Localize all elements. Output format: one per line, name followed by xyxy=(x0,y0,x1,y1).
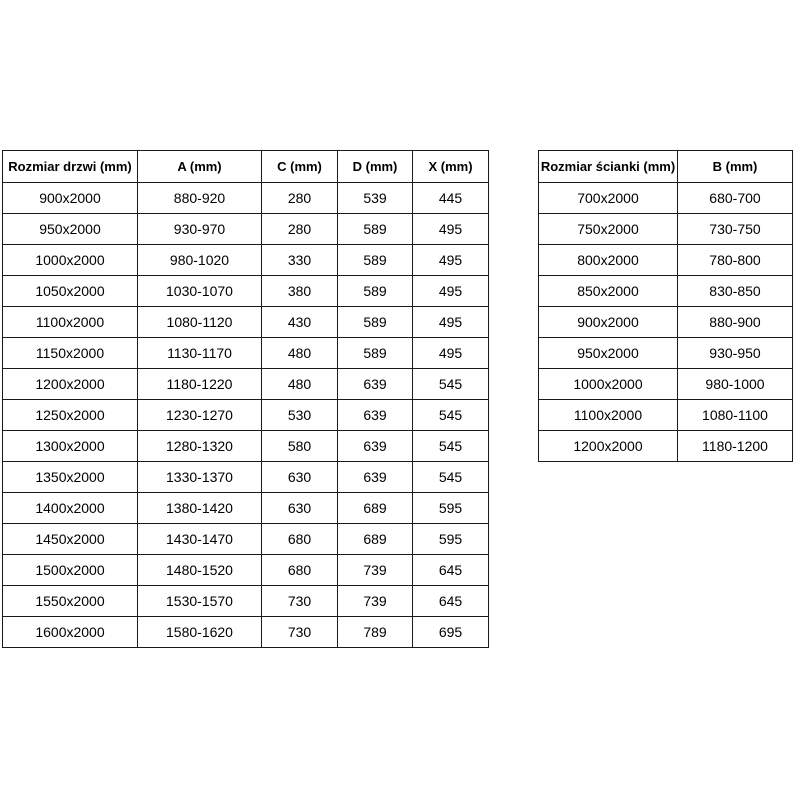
table-cell: 700x2000 xyxy=(539,183,678,214)
table-row xyxy=(3,431,489,462)
table-cell: 280 xyxy=(262,183,338,214)
table-cell: 1130-1170 xyxy=(138,338,262,369)
table-cell: 1230-1270 xyxy=(138,400,262,431)
table-cell: 850x2000 xyxy=(539,276,678,307)
table-cell: 330 xyxy=(262,245,338,276)
table-cell: 1180-1220 xyxy=(138,369,262,400)
table-cell: 730 xyxy=(262,586,338,617)
table-cell: 1180-1200 xyxy=(678,431,793,462)
table-cell: 1580-1620 xyxy=(138,617,262,648)
table-cell: 1280-1320 xyxy=(138,431,262,462)
table-cell: 630 xyxy=(262,462,338,493)
table-cell: 900x2000 xyxy=(539,307,678,338)
table-row xyxy=(3,617,489,648)
table-cell: 545 xyxy=(413,369,489,400)
table-cell: 1200x2000 xyxy=(3,369,138,400)
table-cell: 495 xyxy=(413,276,489,307)
table-cell: 1530-1570 xyxy=(138,586,262,617)
table-row xyxy=(539,183,793,214)
table-row xyxy=(3,183,489,214)
column-header: B (mm) xyxy=(678,151,793,183)
table-cell: 1480-1520 xyxy=(138,555,262,586)
table-cell: 1430-1470 xyxy=(138,524,262,555)
table-cell: 589 xyxy=(338,245,413,276)
table-cell: 689 xyxy=(338,524,413,555)
table-row xyxy=(3,493,489,524)
table-cell: 1600x2000 xyxy=(3,617,138,648)
table-cell: 739 xyxy=(338,586,413,617)
table-cell: 430 xyxy=(262,307,338,338)
table-row xyxy=(539,431,793,462)
table-cell: 980-1000 xyxy=(678,369,793,400)
table-cell: 495 xyxy=(413,307,489,338)
table-row xyxy=(3,586,489,617)
table-cell: 1450x2000 xyxy=(3,524,138,555)
table-cell: 480 xyxy=(262,369,338,400)
table-cell: 445 xyxy=(413,183,489,214)
table-cell: 589 xyxy=(338,276,413,307)
door-sizes-table xyxy=(2,150,489,648)
table-cell: 545 xyxy=(413,400,489,431)
table-row xyxy=(539,400,793,431)
table-cell: 1100x2000 xyxy=(539,400,678,431)
table-cell: 750x2000 xyxy=(539,214,678,245)
table-row xyxy=(539,214,793,245)
table-cell: 589 xyxy=(338,307,413,338)
table-cell: 1050x2000 xyxy=(3,276,138,307)
column-header: Rozmiar drzwi (mm) xyxy=(3,151,138,183)
table-row xyxy=(539,369,793,400)
table-cell: 695 xyxy=(413,617,489,648)
table-cell: 930-950 xyxy=(678,338,793,369)
table-cell: 539 xyxy=(338,183,413,214)
table-cell: 730 xyxy=(262,617,338,648)
column-header: X (mm) xyxy=(413,151,489,183)
table-cell: 730-750 xyxy=(678,214,793,245)
table-cell: 495 xyxy=(413,214,489,245)
table-row xyxy=(3,555,489,586)
table-cell: 280 xyxy=(262,214,338,245)
table-cell: 1030-1070 xyxy=(138,276,262,307)
table-cell: 639 xyxy=(338,431,413,462)
table-cell: 1250x2000 xyxy=(3,400,138,431)
table-row xyxy=(3,369,489,400)
table-row xyxy=(539,245,793,276)
table-cell: 1200x2000 xyxy=(539,431,678,462)
table-cell: 630 xyxy=(262,493,338,524)
table-row xyxy=(539,307,793,338)
table-row xyxy=(3,276,489,307)
table-cell: 495 xyxy=(413,338,489,369)
column-header: A (mm) xyxy=(138,151,262,183)
table-cell: 1000x2000 xyxy=(539,369,678,400)
table-cell: 739 xyxy=(338,555,413,586)
table-cell: 950x2000 xyxy=(3,214,138,245)
table-cell: 689 xyxy=(338,493,413,524)
table-cell: 1080-1100 xyxy=(678,400,793,431)
table-cell: 1100x2000 xyxy=(3,307,138,338)
table-cell: 530 xyxy=(262,400,338,431)
column-header: Rozmiar ścianki (mm) xyxy=(539,151,678,183)
table-cell: 580 xyxy=(262,431,338,462)
table-cell: 1350x2000 xyxy=(3,462,138,493)
wall-table-header-row xyxy=(539,151,793,183)
table-cell: 780-800 xyxy=(678,245,793,276)
table-cell: 680-700 xyxy=(678,183,793,214)
table-cell: 1000x2000 xyxy=(3,245,138,276)
table-cell: 830-850 xyxy=(678,276,793,307)
table-cell: 880-920 xyxy=(138,183,262,214)
table-row xyxy=(3,338,489,369)
table-cell: 800x2000 xyxy=(539,245,678,276)
table-row xyxy=(3,524,489,555)
table-cell: 1080-1120 xyxy=(138,307,262,338)
table-cell: 639 xyxy=(338,462,413,493)
table-cell: 930-970 xyxy=(138,214,262,245)
table-cell: 1300x2000 xyxy=(3,431,138,462)
table-row xyxy=(3,245,489,276)
column-header: D (mm) xyxy=(338,151,413,183)
table-cell: 545 xyxy=(413,431,489,462)
table-cell: 545 xyxy=(413,462,489,493)
table-cell: 589 xyxy=(338,214,413,245)
table-cell: 680 xyxy=(262,555,338,586)
table-cell: 639 xyxy=(338,369,413,400)
table-cell: 789 xyxy=(338,617,413,648)
door-table-header-row xyxy=(3,151,489,183)
table-cell: 680 xyxy=(262,524,338,555)
table-cell: 1330-1370 xyxy=(138,462,262,493)
table-cell: 595 xyxy=(413,493,489,524)
table-cell: 495 xyxy=(413,245,489,276)
table-cell: 1550x2000 xyxy=(3,586,138,617)
table-row xyxy=(539,338,793,369)
table-cell: 1380-1420 xyxy=(138,493,262,524)
table-cell: 900x2000 xyxy=(3,183,138,214)
table-cell: 1150x2000 xyxy=(3,338,138,369)
table-cell: 595 xyxy=(413,524,489,555)
table-cell: 1500x2000 xyxy=(3,555,138,586)
table-cell: 645 xyxy=(413,586,489,617)
table-row xyxy=(3,307,489,338)
table-row xyxy=(3,462,489,493)
table-cell: 480 xyxy=(262,338,338,369)
table-cell: 380 xyxy=(262,276,338,307)
table-cell: 589 xyxy=(338,338,413,369)
wall-sizes-table xyxy=(538,150,793,462)
table-row xyxy=(539,276,793,307)
table-cell: 639 xyxy=(338,400,413,431)
table-cell: 950x2000 xyxy=(539,338,678,369)
table-cell: 1400x2000 xyxy=(3,493,138,524)
table-cell: 645 xyxy=(413,555,489,586)
table-cell: 880-900 xyxy=(678,307,793,338)
table-row xyxy=(3,400,489,431)
table-row xyxy=(3,214,489,245)
table-cell: 980-1020 xyxy=(138,245,262,276)
column-header: C (mm) xyxy=(262,151,338,183)
